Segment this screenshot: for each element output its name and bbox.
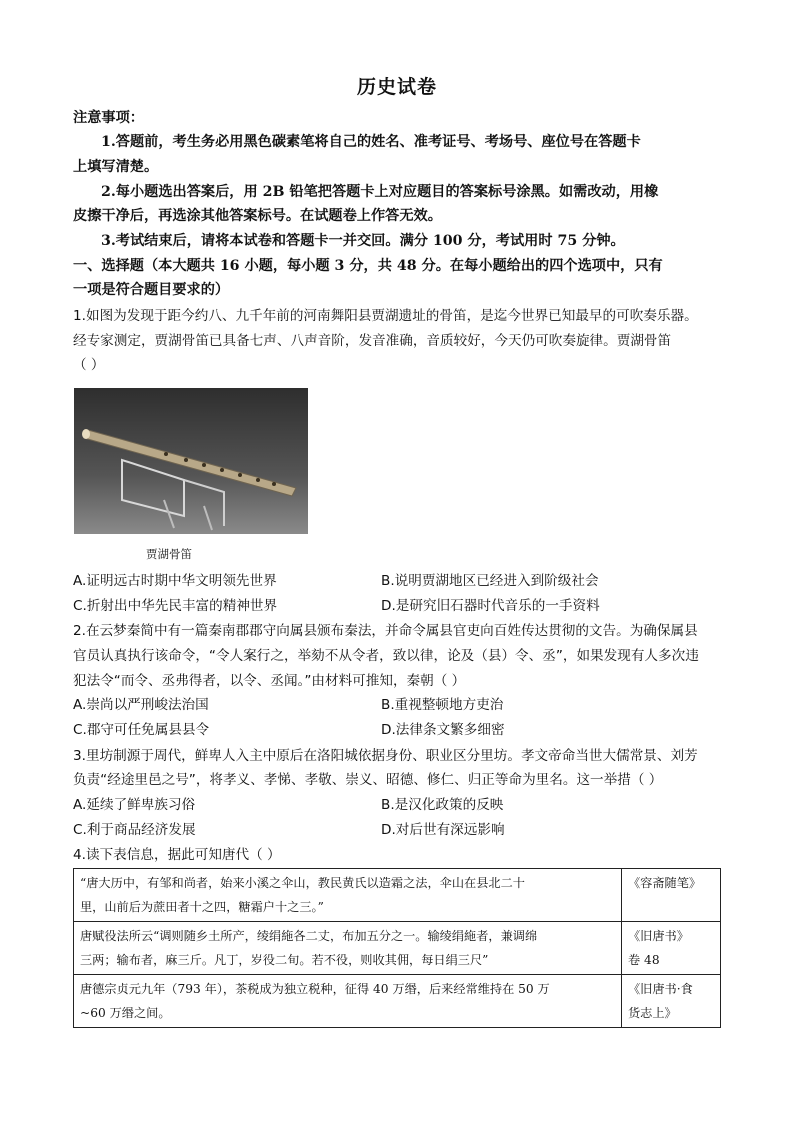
notice-heading: 注意事项： [73, 110, 144, 126]
question-2-option-a: A.崇尚以严刑峻法治国 [73, 697, 209, 713]
table-row [74, 922, 721, 975]
question-3-option-b: B.是汉化政策的反映 [381, 797, 504, 813]
cell-source-line: 《旧唐书·食 [628, 982, 693, 996]
question-3-option-d: D.对后世有深远影响 [381, 822, 505, 838]
question-1-stem: 1.如图为发现于距今约八、九千年前的河南舞阳县贾湖遗址的骨笛，是迄今世界已知最早的可吹奏乐器。 [73, 308, 698, 324]
cell-text-line: 三两；输布者，麻三斤。凡丁，岁役二旬。若不役，则收其佣，每日绢三尺” [80, 953, 489, 967]
question-1-stem-cont: 经专家测定，贾湖骨笛已具备七声、八声音阶，发音准确，音质较好，今天仍可吹奏旋律。贾湖骨笛 [73, 333, 672, 349]
notice-item-2: 2.每小题选出答案后，用 2B 铅笔把答题卡上对应题目的答案标号涂黑。如需改动，用橡 [101, 184, 659, 200]
cell-source-line: 《旧唐书》 [628, 929, 689, 943]
notice-item-3: 3.考试结束后，请将本试卷和答题卡一并交回。满分 100 分，考试用时 75 分钟。 [101, 233, 625, 249]
notice-item-1-cont: 上填写清楚。 [73, 159, 159, 175]
question-3-option-c: C.利于商品经济发展 [73, 822, 196, 838]
question-2-stem-cont-2: 犯法令“而令、丞弗得者，以令、丞闻。”由材料可推知，秦朝（ ） [73, 673, 466, 689]
table-cell-text [74, 869, 622, 922]
question-1-option-b: B.说明贾湖地区已经进入到阶级社会 [381, 573, 599, 589]
question-2-option-b: B.重视整顿地方吏治 [381, 697, 504, 713]
table-cell-text [74, 922, 622, 975]
question-1-option-c: C.折射出中华先民丰富的精神世界 [73, 598, 278, 614]
page-title: 历史试卷 [356, 76, 437, 98]
source-table [73, 868, 721, 1028]
question-3-stem-cont: 负责“经途里邑之号”，将孝义、孝悌、孝敬、崇义、昭德、修仁、归正等命为里名。这一举措（ ） [73, 772, 663, 788]
cell-text-line: ~60 万缗之间。 [80, 1006, 171, 1020]
question-2-stem-cont-1: 官员认真执行该命令，“令人案行之，举劾不从令者，致以律，论及（县）令、丞”，如果发现有人多次违 [73, 648, 699, 664]
table-row [74, 869, 721, 922]
table-row [74, 975, 721, 1028]
question-3-stem: 3.里坊制源于周代，鲜卑人入主中原后在洛阳城依据身份、职业区分里坊。孝文帝命当世大儒常景、刘芳 [73, 748, 698, 764]
question-3-option-a: A.延续了鲜卑族习俗 [73, 797, 196, 813]
question-2-stem: 2.在云梦秦简中有一篇秦南郡郡守向属县颁布秦法，并命令属县官吏向百姓传达贯彻的文告。为确保属县 [73, 623, 698, 639]
table-cell-text [74, 975, 622, 1028]
cell-text-line: 唐德宗贞元九年（793 年），茶税成为独立税种，征得 40 万缗，后来经常维持在 50 万 [80, 982, 550, 996]
cell-source-line: 货志上》 [628, 1006, 677, 1020]
question-1-option-d: D.是研究旧石器时代音乐的一手资料 [381, 598, 600, 614]
table-cell-source [622, 869, 721, 922]
cell-source-line: 卷 48 [628, 953, 660, 967]
table-cell-source [622, 922, 721, 975]
cell-text-line: “唐大历中，有邹和尚者，始来小溪之伞山，教民黄氏以造霜之法，伞山在县北二十 [80, 876, 525, 890]
table-cell-source [622, 975, 721, 1028]
notice-item-2-cont: 皮擦干净后，再选涂其他答案标号。在试题卷上作答无效。 [73, 208, 442, 224]
question-1-option-a: A.证明远古时期中华文明领先世界 [73, 573, 277, 589]
bone-flute-image [74, 388, 308, 534]
question-2-option-d: D.法律条文繁多细密 [381, 722, 505, 738]
question-1-blank: （ ） [73, 357, 105, 373]
bone-flute-photo [74, 388, 308, 534]
question-2-option-c: C.郡守可任免属县县令 [73, 722, 210, 738]
notice-item-1: 1.答题前，考生务必用黑色碳素笔将自己的姓名、准考证号、考场号、座位号在答题卡 [101, 134, 641, 150]
cell-source-line: 《容斋随笔》 [628, 876, 702, 890]
cell-text-line: 唐赋役法所云“调则随乡土所产，绫绢絁各二丈，布加五分之一。输绫绢絁者，兼调绵 [80, 929, 538, 943]
section-heading: 一、选择题（本大题共 16 小题，每小题 3 分，共 48 分。在每小题给出的四个选项中，只有 [73, 258, 663, 274]
question-4-stem: 4.读下表信息，据此可知唐代（ ） [73, 847, 281, 863]
cell-text-line: 里，山前后为蔗田者十之四，糖霜户十之三。” [80, 900, 324, 914]
section-heading-cont: 一项是符合题目要求的） [73, 282, 230, 298]
photo-caption: 贾湖骨笛 [146, 547, 192, 561]
